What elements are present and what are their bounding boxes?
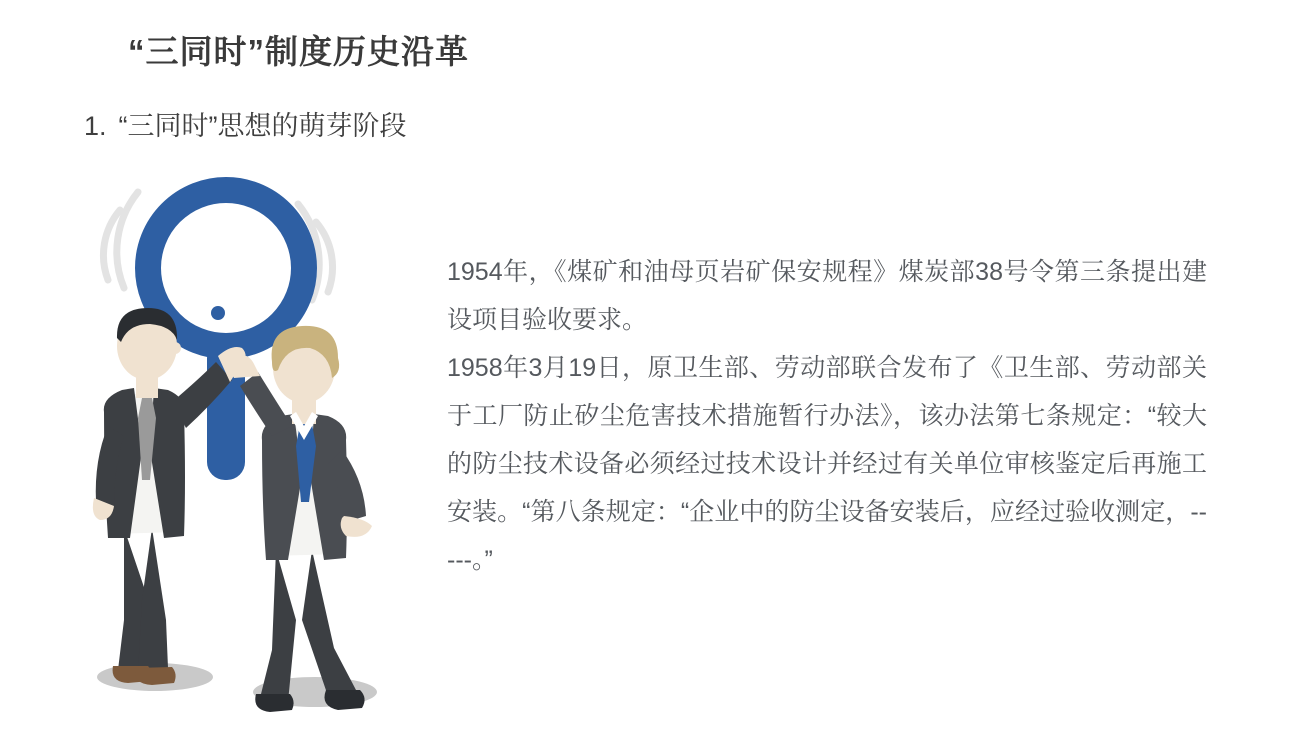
right-person-hand-pointing (341, 516, 372, 537)
right-person-shoe-front (325, 690, 365, 710)
section-heading (84, 104, 407, 143)
left-person-shoe-front (135, 667, 175, 685)
right-person-hand-raised (230, 355, 260, 378)
right-person-shoe-back (255, 694, 293, 712)
decor-arc-left-2 (117, 192, 138, 288)
body-text (447, 248, 1207, 584)
two-people-holding-magnifier-illustration (80, 150, 460, 720)
paragraph-2: 1958年3月19日，原卫生部、劳动部联合发布了《卫生部、劳动部关于工厂防止矽尘危害技术措施暂行办法》，该办法第七条规定：“较大的防尘技术设备必须经过技术设计并经过有关单位审核鉴定后再施工安装。“第八条规定：“企业中的防尘设备安装后，应经过验收测定，-----。” (447, 354, 1207, 574)
left-person-leg-front (138, 528, 168, 672)
section-number: 1. (84, 111, 107, 141)
left-person-ear (169, 342, 181, 354)
page-title: “三同时”制度历史沿革 (128, 33, 469, 70)
section-title: “三同时”思想的萌芽阶段 (118, 111, 407, 141)
paragraph-1: 1954年，《煤矿和油母页岩矿保安规程》煤炭部38号令第三条提出建设项目验收要求。 (447, 258, 1207, 334)
magnifier-dot (211, 306, 225, 320)
